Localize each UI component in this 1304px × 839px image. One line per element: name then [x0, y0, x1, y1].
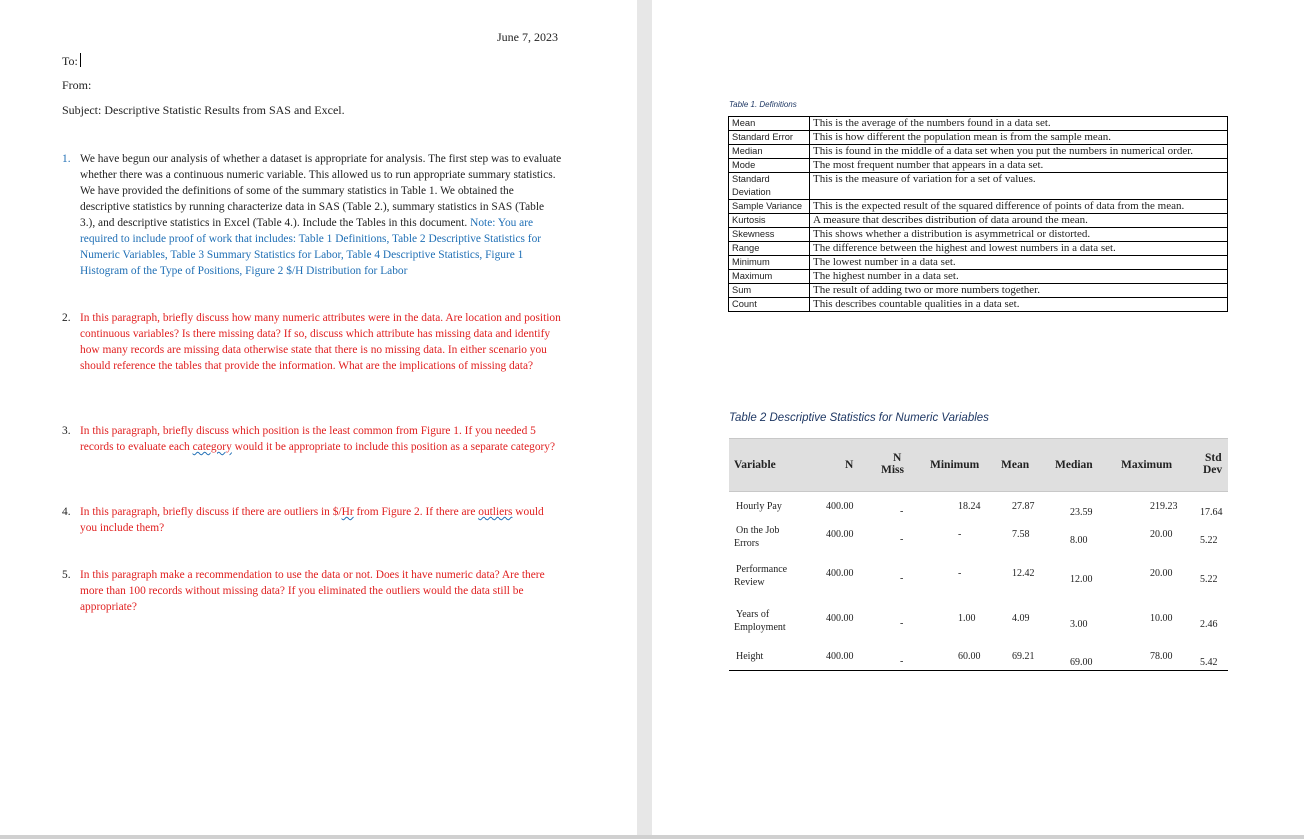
list-item-4[interactable] — [62, 504, 562, 536]
definition-text: The most frequent number that appears in a data set. — [810, 159, 1228, 173]
cell-std: 2.46 — [1200, 619, 1218, 630]
definition-term: Standard Error — [729, 131, 810, 145]
cell-std: 5.22 — [1200, 574, 1218, 585]
definition-term: Sum — [729, 284, 810, 298]
cell-n: 400.00 — [826, 529, 854, 540]
list-item-1[interactable] — [62, 151, 562, 279]
cell-std: 5.22 — [1200, 535, 1218, 546]
definition-row — [729, 298, 1228, 312]
cell-minimum: - — [958, 568, 962, 579]
memo-date: June 7, 2023 — [497, 30, 558, 44]
definition-term: Sample Variance — [729, 200, 810, 214]
definition-row — [729, 270, 1228, 284]
item-4-text-b: from Figure 2. If there are — [353, 506, 479, 518]
cell-minimum: - — [958, 529, 962, 540]
definition-row — [729, 200, 1228, 214]
list-number: 4. — [62, 506, 71, 518]
cell-mean: 27.87 — [1012, 501, 1035, 512]
definition-row — [729, 173, 1228, 200]
header-std-a: Std — [1205, 452, 1222, 464]
item-3-text-a: In this paragraph, briefly discuss which position is the least common from Figure 1. If you needed 5 records to evaluate each — [80, 425, 536, 453]
page-gap — [637, 0, 652, 839]
definition-term: Standard Deviation — [729, 173, 810, 200]
definition-text: This is how different the population mean is from the sample mean. — [810, 131, 1228, 145]
definition-term: Kurtosis — [729, 214, 810, 228]
cell-variable: Hourly Pay — [736, 501, 782, 512]
cell-n: 400.00 — [826, 501, 854, 512]
cell-mean: 7.58 — [1012, 529, 1030, 540]
definition-term: Maximum — [729, 270, 810, 284]
definition-term: Mean — [729, 117, 810, 131]
item-2-text: In this paragraph, briefly discuss how many numeric attributes were in the data. Are location and position continuous variables? Is there missing data? If so, discuss which attribute has missing data and identify how many records are missing data otherwise state that there is no missing data. In either scenario you should reference the tables that provide the information. What are the implications of missing data? — [80, 312, 561, 372]
header-n: N — [845, 459, 854, 471]
cell-maximum: 20.00 — [1150, 529, 1173, 540]
cell-n: 400.00 — [826, 613, 854, 624]
definition-row — [729, 256, 1228, 270]
definition-row — [729, 214, 1228, 228]
cell-variable: Height — [736, 651, 764, 662]
table-2-caption: Table 2 Descriptive Statistics for Numeric Variables — [729, 412, 989, 424]
definition-row — [729, 242, 1228, 256]
cell-mean: 4.09 — [1012, 613, 1030, 624]
definition-text: This is the measure of variation for a set of values. — [810, 173, 1228, 200]
document-page-1 — [0, 0, 637, 835]
cell-variable: On the Job — [736, 525, 780, 536]
definition-text: This is found in the middle of a data set when you put the numbers in numerical order. — [810, 145, 1228, 159]
list-number: 1. — [62, 153, 71, 165]
definition-term: Mode — [729, 159, 810, 173]
item-4-text-a: In this paragraph, briefly discuss if there are outliers in $/ — [80, 506, 342, 518]
definition-text: This shows whether a distribution is asymmetrical or distorted. — [810, 228, 1228, 242]
definition-row — [729, 159, 1228, 173]
memo-to-label: To: — [62, 54, 78, 68]
cell-maximum: 78.00 — [1150, 651, 1173, 662]
definition-term: Minimum — [729, 256, 810, 270]
cell-n: 400.00 — [826, 568, 854, 579]
definition-text: The difference between the highest and lowest numbers in a data set. — [810, 242, 1228, 256]
cell-minimum: 60.00 — [958, 651, 981, 662]
definition-text: The highest number in a data set. — [810, 270, 1228, 284]
header-nmiss-b: Miss — [881, 464, 904, 476]
header-median: Median — [1055, 459, 1093, 471]
cell-n: 400.00 — [826, 651, 854, 662]
list-number: 5. — [62, 569, 71, 581]
table-2-bottom-rule — [729, 670, 1228, 671]
memo-to[interactable] — [62, 53, 81, 69]
definition-text: The result of adding two or more numbers together. — [810, 284, 1228, 298]
cell-nmiss: - — [900, 506, 904, 517]
cell-std: 5.42 — [1200, 657, 1218, 668]
cell-median: 23.59 — [1070, 507, 1093, 518]
cell-maximum: 20.00 — [1150, 568, 1173, 579]
definition-text: This describes countable qualities in a data set. — [810, 298, 1228, 312]
cell-maximum: 10.00 — [1150, 613, 1173, 624]
cell-nmiss: - — [900, 534, 904, 545]
header-mean: Mean — [1001, 459, 1030, 471]
item-1-text: We have begun our analysis of whether a dataset is appropriate for analysis. The first step was to evaluate whether there was a continuous numeric variable. This allowed us to run appropriate summary statistics. We have provided the definitions of some of the summary statistics in Table 1. We obtained the descriptive statistics by running characterize data in SAS (Table 2.), summary statistics in SAS (Table 3.), and descriptive statistics in Excel (Table 4.). Include the Tables in this document. — [80, 153, 562, 229]
item-4-text-c: would you include them? — [80, 506, 544, 534]
cell-variable: Years of — [736, 609, 770, 620]
header-std-b: Dev — [1203, 464, 1223, 476]
cell-nmiss: - — [900, 656, 904, 667]
definition-row — [729, 228, 1228, 242]
definition-row — [729, 284, 1228, 298]
cell-std: 17.64 — [1200, 507, 1223, 518]
item-1-note: Note: You are required to include proof of work that includes: Table 1 Definitions, Table 2 Descriptive Statistics for Numeric Variables, Table 3 Summary Statistics for Labor, Table 4 Descriptive Statistics, Figure 1 Histogram of the Type of Positions, Figure 2 $/H Distribution for Labor — [80, 217, 542, 277]
cell-minimum: 1.00 — [958, 613, 976, 624]
cell-nmiss: - — [900, 573, 904, 584]
definition-text: The lowest number in a data set. — [810, 256, 1228, 270]
memo-subject[interactable]: Subject: Descriptive Statistic Results from SAS and Excel. — [62, 103, 345, 117]
spellcheck-word[interactable]: Hr — [341, 506, 354, 518]
definition-row — [729, 117, 1228, 131]
definition-term: Range — [729, 242, 810, 256]
cell-median: 12.00 — [1070, 574, 1093, 585]
table-1-caption: Table 1. Definitions — [729, 100, 797, 109]
list-item-3[interactable] — [62, 423, 562, 455]
item-5-text: In this paragraph make a recommendation to use the data or not. Does it have numeric data? Are there more than 100 records without missing data? If you eliminated the outliers would the data still be appropriate? — [80, 569, 545, 613]
header-minimum: Minimum — [930, 459, 980, 471]
list-number: 3. — [62, 425, 71, 437]
cell-minimum: 18.24 — [958, 501, 981, 512]
cell-median: 3.00 — [1070, 619, 1088, 630]
cell-mean: 69.21 — [1012, 651, 1035, 662]
cell-nmiss: - — [900, 618, 904, 629]
definition-text: A measure that describes distribution of data around the mean. — [810, 214, 1228, 228]
list-item-5[interactable] — [62, 567, 562, 615]
definition-text: This is the average of the numbers found in a data set. — [810, 117, 1228, 131]
header-nmiss-a: N — [893, 452, 902, 464]
list-number: 2. — [62, 312, 71, 324]
cell-variable: Performance — [736, 564, 788, 575]
cell-median: 8.00 — [1070, 535, 1088, 546]
definitions-table — [728, 116, 1228, 312]
cell-variable-line2: Employment — [734, 622, 786, 633]
spellcheck-word[interactable]: category — [192, 441, 232, 453]
header-maximum: Maximum — [1121, 459, 1173, 471]
memo-from[interactable]: From: — [62, 78, 92, 92]
text-cursor — [80, 53, 81, 67]
cell-variable-line2: Errors — [734, 538, 759, 549]
table-2-header — [729, 438, 1228, 492]
window-bottom-edge — [0, 835, 1304, 839]
definition-text: This is the expected result of the squared difference of points of data from the mean. — [810, 200, 1228, 214]
cell-maximum: 219.23 — [1150, 501, 1178, 512]
definition-term: Median — [729, 145, 810, 159]
definition-row — [729, 131, 1228, 145]
definition-term: Count — [729, 298, 810, 312]
definition-term: Skewness — [729, 228, 810, 242]
list-item-2[interactable] — [62, 310, 562, 374]
cell-variable-line2: Review — [734, 577, 765, 588]
spellcheck-word[interactable]: outliers — [478, 506, 513, 518]
cell-median: 69.00 — [1070, 657, 1093, 668]
header-variable: Variable — [734, 459, 776, 471]
item-3-text-b: would it be appropriate to include this position as a separate category? — [231, 441, 556, 453]
cell-mean: 12.42 — [1012, 568, 1035, 579]
definition-row — [729, 145, 1228, 159]
